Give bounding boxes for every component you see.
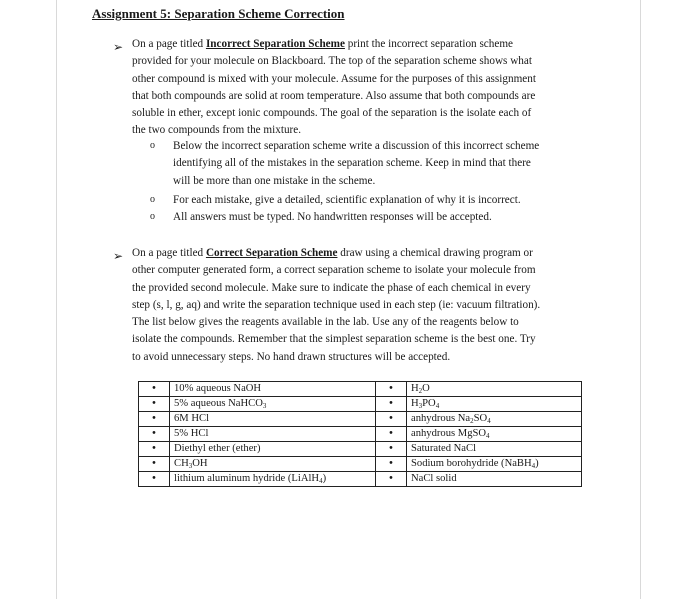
section-incorrect-scheme <box>132 36 608 140</box>
bullet-icon: • <box>376 427 407 442</box>
bullet-icon: • <box>376 397 407 412</box>
reagent-name: NaCl solid <box>407 472 582 487</box>
reagent-name: 5% aqueous NaHCO$_3$ <box>170 397 376 412</box>
reagent-name: lithium aluminum hydride (LiAlH$_4$) <box>170 472 376 487</box>
paragraph-line: other computer generated form, a correct separation scheme to isolate your molecule from <box>132 264 536 277</box>
reagent-name: anhydrous $Na_2SO_4$ <box>407 412 582 427</box>
reagent-row <box>139 457 582 472</box>
subitem-discussion: Below the incorrect separation scheme write a discussion of this incorrect scheme identifying all of the mistakes in the separation scheme. Keep in mind that there will be more than one mistake in the scheme. <box>173 140 540 187</box>
subitem-explanation: For each mistake, give a detailed, scientific explanation of why it is incorrect. <box>173 194 521 206</box>
circle-bullet-icon: o <box>150 211 155 222</box>
paragraph-line: other compound is mixed with your molecule. Assume for the purposes of this assignment <box>132 72 536 85</box>
page-margin-left <box>56 0 57 599</box>
reagent-row <box>139 472 582 487</box>
page-title: Assignment 5: Separation Scheme Correction <box>92 6 345 21</box>
paragraph-line: that both compounds are solid at room temperature. Also assume that both compounds are <box>132 89 536 102</box>
arrow-bullet-icon: ➢ <box>113 249 124 263</box>
reagent-row <box>139 427 582 442</box>
reagent-name: $H_2O$ <box>407 382 582 397</box>
reagent-row <box>139 382 582 397</box>
reagent-row <box>139 412 582 427</box>
reagent-name: $H_3PO_4$ <box>407 397 582 412</box>
reagent-name: $CH_3OH$ <box>170 457 376 472</box>
paragraph-line: The list below gives the reagents available in the lab. Use any of the reagents below to <box>132 316 519 329</box>
bullet-icon: • <box>376 472 407 487</box>
bullet-icon: • <box>376 457 407 472</box>
bullet-icon: • <box>376 412 407 427</box>
subitem-typed: All answers must be typed. No handwritten responses will be accepted. <box>173 211 492 223</box>
paragraph-line: isolate the compounds. Remember that the simplest separation scheme is the best one. Try <box>132 333 536 346</box>
reagent-name: Saturated NaCl <box>407 442 582 457</box>
paragraph-line: the provided second molecule. Make sure to indicate the phase of each chemical in every <box>132 281 531 294</box>
paragraph-line: On a page titled Incorrect Separation Scheme print the incorrect separation scheme <box>132 38 513 50</box>
paragraph-line: On a page titled Correct Separation Scheme draw using a chemical drawing program or <box>132 247 533 259</box>
heading-incorrect-scheme: Incorrect Separation Scheme <box>205 38 345 50</box>
paragraph-line: to avoid unnecessary steps. No hand drawn structures will be accepted. <box>132 350 451 363</box>
reagent-name: 5% HCl <box>170 427 376 442</box>
bullet-icon: • <box>376 382 407 397</box>
paragraph-line: the two compounds from the mixture. <box>132 124 302 137</box>
bullet-icon: • <box>139 397 170 412</box>
bullet-icon: • <box>376 442 407 457</box>
reagent-name: 10% aqueous NaOH <box>170 382 376 397</box>
bullet-icon: • <box>139 457 170 472</box>
heading-correct-scheme: Correct Separation Scheme <box>205 247 338 259</box>
bullet-icon: • <box>139 472 170 487</box>
circle-bullet-icon: o <box>150 140 155 151</box>
bullet-icon: • <box>139 412 170 427</box>
bullet-icon: • <box>139 427 170 442</box>
reagent-name: Diethyl ether (ether) <box>170 442 376 457</box>
paragraph-line: step (s, l, g, aq) and write the separation technique used in each step (ie: vacuum filtration). <box>132 298 541 311</box>
reagent-name: anhydrous MgSO$_4$ <box>407 427 582 442</box>
paragraph-line: soluble in ether, except ionic compounds. The goal of the separation is the isolate each of <box>132 107 532 120</box>
bullet-icon: • <box>139 442 170 457</box>
reagent-name: Sodium borohydride (NaBH$_4$) <box>407 457 582 472</box>
bullet-icon: • <box>139 382 170 397</box>
reagent-name: 6M HCl <box>170 412 376 427</box>
reagent-row <box>139 442 582 457</box>
circle-bullet-icon: o <box>150 194 155 205</box>
paragraph-line: provided for your molecule on Blackboard. The top of the separation scheme shows what <box>132 55 532 68</box>
page-margin-right <box>640 0 641 599</box>
reagent-row <box>139 397 582 412</box>
section-correct-scheme <box>132 245 608 366</box>
arrow-bullet-icon: ➢ <box>113 40 124 54</box>
reagents-table <box>138 381 582 487</box>
